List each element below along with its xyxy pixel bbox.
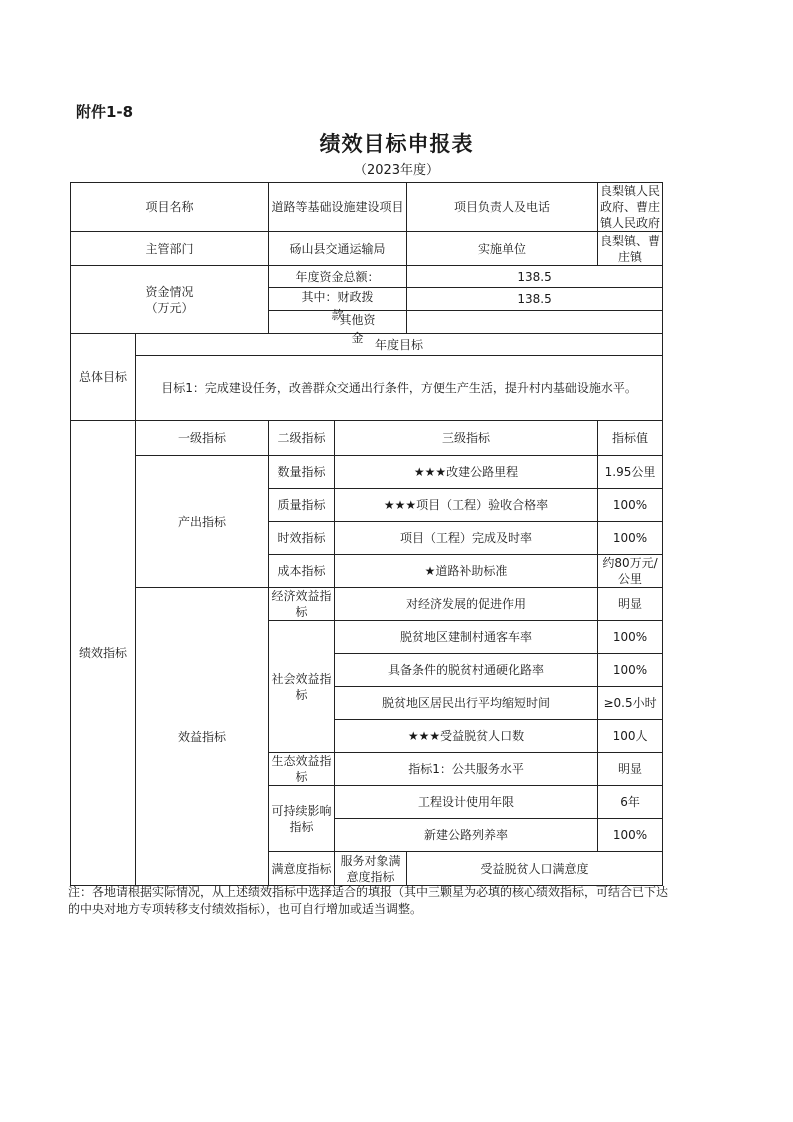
level3-cell: 对经济发展的促进作用 [335, 588, 598, 621]
value-cell: ≥0.5小时 [598, 687, 663, 720]
output-indicator: 产出指标 [136, 456, 269, 588]
project-owner-value: 良梨镇人民政府、曹庄镇人民政府 [598, 183, 663, 232]
annual-goal-header: 年度目标 [136, 334, 663, 356]
value-cell: 6年 [598, 786, 663, 819]
level2-cell: 可持续影响指标 [269, 786, 335, 852]
attachment-label: 附件1-8 [76, 103, 134, 121]
level2-cell: 数量指标 [269, 456, 335, 489]
impl-value: 良梨镇、曹庄镇 [598, 232, 663, 266]
fund-other-value [407, 311, 663, 334]
footnote: 注：各地请根据实际情况，从上述绩效指标中选择适合的填报（其中三颗星为必填的核心绩效指标，可结合已下达的中央对地方专项转移支付绩效指标），也可自行增加或适当调整。 [68, 885, 669, 916]
header-level1: 一级指标 [136, 421, 269, 456]
value-cell: 约80万元/公里 [598, 555, 663, 588]
level2-cell: 经济效益指标 [269, 588, 335, 621]
value-cell: 100人 [598, 720, 663, 753]
fund-fiscal-value: 138.5 [407, 288, 663, 311]
level2-cell: 质量指标 [269, 489, 335, 522]
value-cell: 100% [598, 522, 663, 555]
fund-total-value: 138.5 [407, 266, 663, 288]
value-cell: 1.95公里 [598, 456, 663, 489]
header-value: 指标值 [598, 421, 663, 456]
level3-cell: 具备条件的脱贫村通硬化路率 [335, 654, 598, 687]
performance-table [70, 182, 663, 886]
header-level2: 二级指标 [269, 421, 335, 456]
level3-cell: 工程设计使用年限 [335, 786, 598, 819]
dept-value: 砀山县交通运输局 [269, 232, 407, 266]
value-cell: 100% [598, 489, 663, 522]
level2-cell: 时效指标 [269, 522, 335, 555]
level2-cell: 成本指标 [269, 555, 335, 588]
benefit-indicator: 效益指标 [136, 588, 269, 886]
value-cell: 100% [598, 621, 663, 654]
value-cell: 100% [598, 654, 663, 687]
fund-total-label: 年度资金总额： [269, 266, 407, 288]
fund-other-label-text: 其他资 [339, 313, 376, 327]
level3-cell: ★★★改建公路里程 [335, 456, 598, 489]
level3-cell: 项目（工程）完成及时率 [335, 522, 598, 555]
level3-cell: 指标1：公共服务水平 [335, 753, 598, 786]
value-cell: 明显 [598, 753, 663, 786]
project-name-label: 项目名称 [71, 183, 269, 232]
level2-cell: 生态效益指标 [269, 753, 335, 786]
year-label: （2023年度） [353, 163, 440, 178]
level3-cell: ★★★受益脱贫人口数 [335, 720, 598, 753]
dept-label: 主管部门 [71, 232, 269, 266]
fund-fiscal-label-cont: 款 [331, 308, 344, 322]
project-owner-label: 项目负责人及电话 [407, 183, 598, 232]
level3-cell: 脱贫地区居民出行平均缩短时间 [335, 687, 598, 720]
level3-cell: ★道路补助标准 [335, 555, 598, 588]
value-cell: 明显 [598, 588, 663, 621]
overall-goal-side-label: 总体目标 [71, 334, 136, 421]
value-cell: 100% [598, 819, 663, 852]
level3-cell: ★★★项目（工程）验收合格率 [335, 489, 598, 522]
indicators-side-label: 绩效指标 [71, 421, 136, 886]
fund-label [71, 266, 269, 334]
satisfaction-indicator: 满意度指标 [269, 852, 335, 886]
annual-goal-text: 目标1：完成建设任务，改善群众交通出行条件，方便生产生活，提升村内基础设施水平。 [136, 356, 663, 421]
level3-cell: 脱贫地区建制村通客车率 [335, 621, 598, 654]
fund-fiscal-label-text: 其中：财政拨 [301, 290, 374, 304]
fund-label-line1: 资金情况 [145, 284, 194, 299]
page-title: 绩效目标申报表 [319, 132, 474, 156]
level3-cell: 新建公路列养率 [335, 819, 598, 852]
impl-label: 实施单位 [407, 232, 598, 266]
level2-cell: 社会效益指标 [269, 621, 335, 753]
fund-label-line2: （万元） [145, 300, 194, 315]
level2-cell: 服务对象满意度指标 [335, 852, 407, 886]
fund-other-label-cont: 金 [351, 331, 364, 345]
header-level3: 三级指标 [335, 421, 598, 456]
project-name-value: 道路等基础设施建设项目 [269, 183, 407, 232]
level3-cell: 受益脱贫人口满意度 [407, 852, 663, 886]
